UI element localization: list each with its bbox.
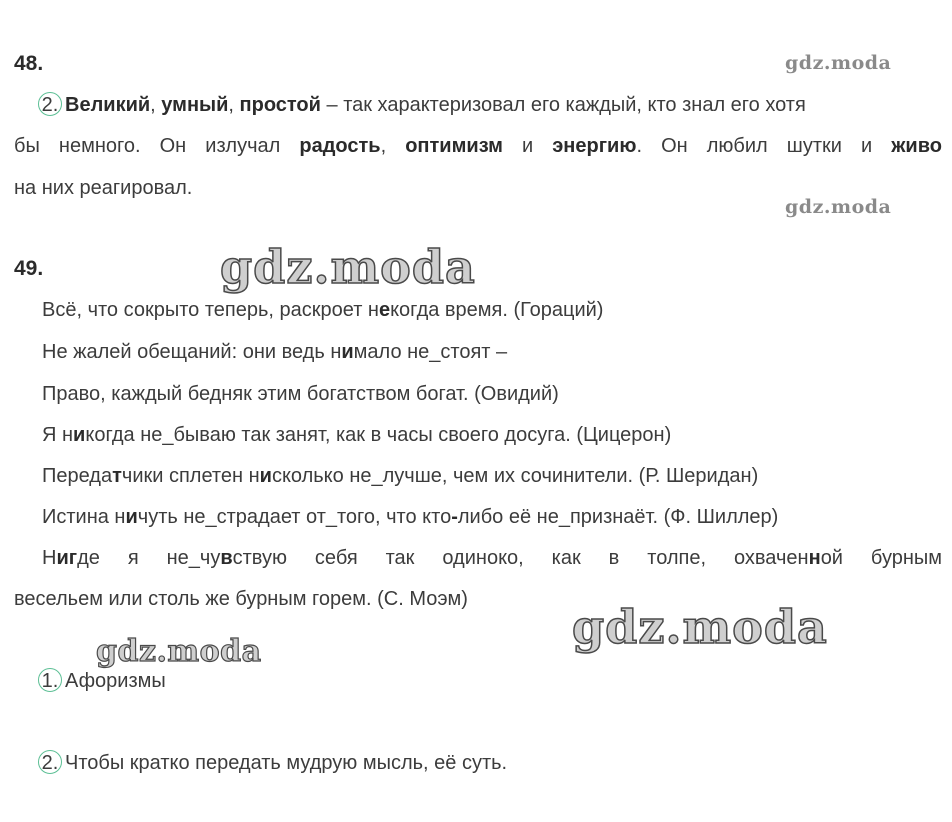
ex48-line-2: бы немного. Он излучал радость, оптимизм и энергию. Он любил шутки и живо: [14, 135, 942, 157]
ex49-line-5: Передатчики сплетен нисколько не_лучше, чем их сочинители. (Р. Шеридан): [42, 465, 759, 487]
exercise-48-number: 48.: [14, 52, 44, 75]
ex48-line-1: 2. Великий, умный, простой – так характеризовал его каждый, кто знал его хотя: [38, 92, 942, 117]
ex49-line-6: Истина ничуть не_страдает от_того, что кто-либо её не_признаёт. (Ф. Шиллер): [42, 506, 779, 528]
watermark-mid-right: gdz.moda: [785, 196, 892, 218]
ex49-line-4: Я никогда не_бываю так занят, как в часы своего досуга. (Цицерон): [42, 424, 672, 446]
word-velikiy: Великий: [65, 94, 151, 116]
answer-marker-1: 1.: [38, 668, 62, 692]
ex49-answer-2: 2. Чтобы кратко передать мудрую мысль, её суть.: [38, 750, 507, 775]
answer-marker-2: 2.: [38, 92, 62, 116]
ex49-line-1: Всё, что сокрыто теперь, раскроет некогда время. (Гораций): [42, 299, 604, 321]
word-umnyy: умный: [161, 94, 229, 116]
ex49-answer-1: 1. Афоризмы: [38, 668, 166, 693]
ex49-line-8: весельем или столь же бурным горем. (С. Моэм): [14, 588, 468, 610]
exercise-49-number: 49.: [14, 257, 44, 280]
ex49-line-3: Право, каждый бедняк этим богатством богат. (Овидий): [42, 383, 559, 405]
ex49-line-7: Нигде я не_чувствую себя так одиноко, как в толпе, охваченной бурным: [42, 547, 943, 569]
ex49-line-2: Не жалей обещаний: они ведь нимало не_стоят –: [42, 341, 508, 363]
answer-marker-2: 2.: [38, 750, 62, 774]
watermark-large-1: gdz.moda: [220, 240, 476, 294]
word-prostoy: простой: [239, 94, 321, 116]
watermark-large-2: gdz.moda: [572, 600, 828, 654]
watermark-medium: gdz.moda: [96, 634, 262, 669]
ex48-line-3: на них реагировал.: [14, 177, 193, 199]
watermark-top-right: gdz.moda: [785, 52, 892, 74]
